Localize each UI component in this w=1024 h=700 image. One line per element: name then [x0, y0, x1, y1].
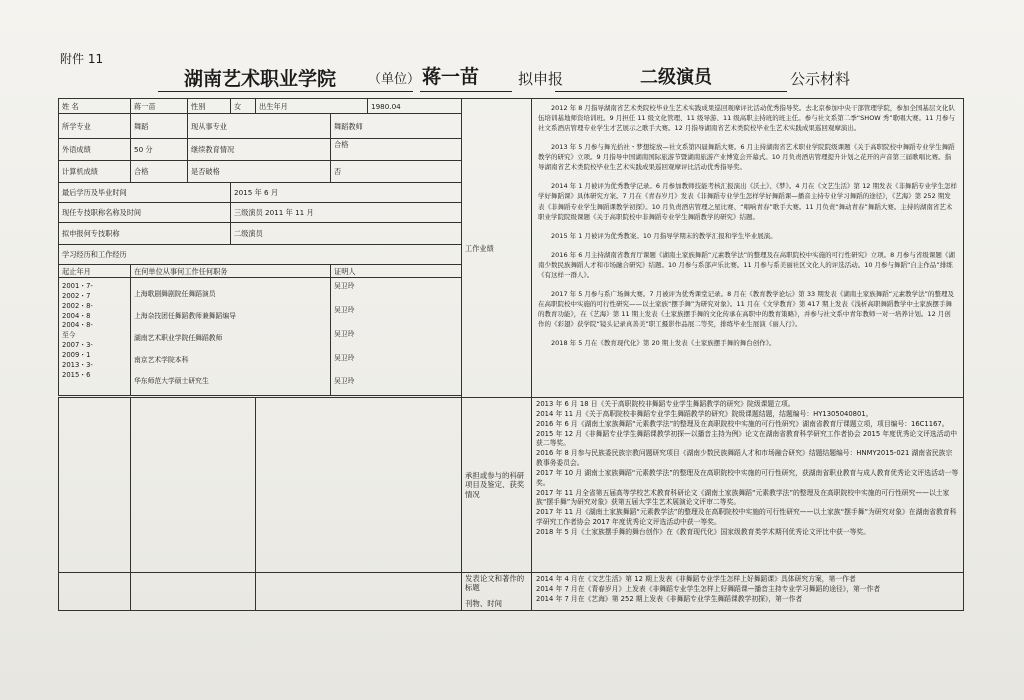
history-header-witness: 证明人 [331, 265, 462, 278]
current-major-value: 舞蹈教师 [331, 114, 462, 139]
history-unit-item: 华东师范大学硕士研究生 [134, 377, 209, 386]
research-item: 2014 年 11 月《关于高职院校非舞蹈专业学生舞蹈教学的研究》院级课题结题，结题编号：HY1305040801。 [536, 409, 873, 418]
research-item: 2018 年 5 月《土家族摆手舞的舞台创作》在《教育现代化》国家级教育类学术期刊优秀论文评比中获一等奖。 [536, 527, 870, 536]
major-label: 所学专业 [59, 114, 131, 139]
history-label: 学习经历和工作经历 [59, 245, 462, 265]
name-value: 蒋一苗 [131, 99, 188, 114]
break-value: 否 [331, 161, 462, 183]
work-paragraph: 2018 年 5 月在《教育现代化》第 20 期上发表《土家族摆手舞的舞台创作》。 [551, 339, 776, 348]
foreign-value: 50 分 [131, 139, 188, 161]
history-dates: 2001・7- 2002・7 2002・8- 2004・8 2004・8- 至今 2007・3- 2009・1 2013・3- 2015・6 [59, 278, 131, 396]
work-paragraph: 2017 年 5 月参与系广场舞大赛。7 月被评为优秀课堂记录。8 月在《教育教学论坛》第 33 期发表《湖南土家族舞蹈“元素教学法”的整理及在高职院校中实施的可行性研究——以土家族“摆手舞”为研究对象》。11 月在《文学教育》第 417 期上发表《浅析高职舞蹈教学中土家族摆手舞的教育功能》，在《艺海》第 11 期上发表《土家族摆手舞的文化传承在高职中的教育策略》，并参与社文系中青年教师一对一培养计划。12 月创作的《彩翅》获学院“镜头记录真善美”职工摄影作品展二等奖，排练毕业生展演《丽人行》。 [538, 289, 954, 329]
apply-title-label: 拟申报何专技职称 [59, 223, 231, 245]
history-witness-item: 吴卫玲 [334, 305, 355, 314]
papers-list [532, 573, 964, 611]
research-item: 2017 年 11 月全省第五届高等学校艺术教育科研论文《湖南土家族舞蹈“元素教学法”的整理及在高职院校中实施的可行性研究——以土家族“摆手舞”为研究对象》获第五届大学生艺术展演论文评审二等奖。 [536, 488, 950, 507]
heading-apply: 拟申报 [518, 70, 564, 88]
research-item: 2016 年 6 月《湖南土家族舞蹈“元素教学法”的整理及在高职院校中实施的可行性研究》湖南省教育厅课题立项，项目编号：16C1167。 [536, 419, 949, 428]
current-major-label: 现从事专业 [188, 114, 331, 139]
research-item: 2017 年 10 月 湖南土家族舞蹈“元素教学法”的整理及在高职院校中实施的可行性研究，获湖南省职业教育与成人教育优秀论文评选活动一等奖。 [536, 468, 959, 487]
history-header-period: 起止年月 [59, 265, 131, 278]
computer-value: 合格 [131, 161, 188, 183]
history-units [131, 278, 331, 396]
paper-item: 2014 年 7 月在《艺海》第 252 期上发表《非舞蹈专业学生舞蹈课教学初探》，第一作者 [536, 594, 803, 603]
work-achievements [532, 99, 964, 398]
papers-label-title: 发表论文和著作的标题 [465, 574, 525, 593]
name-label: 姓 名 [59, 99, 131, 114]
gender-label: 性别 [188, 99, 231, 114]
papers-label [462, 573, 532, 611]
heading-title: 二级演员 [640, 67, 712, 88]
research-item: 2016 年 8 月参与民族委民族宗教问题研究项目《湖南少数民族舞蹈人才和市场融合研究》结题结题编号：HNMY2015-021 湖南省民族宗教事务委员会。 [536, 449, 953, 468]
blank-cell [131, 398, 256, 573]
current-title-value: 三级演员 2011 年 11 月 [231, 203, 462, 223]
research-item: 2017 年 11 月《湖南土家族舞蹈“元素教学法”的整理及在高职院校中实施的可行性研究——以土家族“摆手舞”为研究对象》在湖南省教育科学研究工作者协会 2017 年度优秀论文评选活动中获一等奖。 [536, 508, 957, 527]
blank-cell [256, 398, 462, 573]
work-paragraph: 2015 年 1 月被评为优秀教案。10 月指导学期末的教学汇报和学生毕业展演。 [551, 231, 777, 240]
computer-label: 计算机成绩 [59, 161, 131, 183]
history-unit-item: 上海歌剧舞剧院任舞蹈演员 [134, 290, 216, 298]
work-paragraph: 2014 年 1 月被评为优秀教学记录。6 月参加教师技能考核汇报演出《沃土》、《梦》。4 月在《文艺生活》第 12 期发表《非舞蹈专业学生怎样学好舞蹈课》具体研究方案。7 月在《青春岁月》发表《非舞蹈专业学生怎样学好舞蹈课—播音主持专业学习舞蹈的途径》，《艺海》第 252 期发表《非舞蹈专业学生舞蹈课教学初探》。10 月负责酒店管理之星比赛、“唱响青春”歌手大赛。11 月负责“舞动青春”舞蹈大赛。主持的湖南省艺术职业学院院级课题《关于高职院校中非舞蹈专业学生舞蹈教学的研究》结题。 [538, 182, 957, 221]
publicity-table [58, 98, 964, 611]
birth-value: 1980.04 [368, 99, 462, 114]
paper-item: 2014 年 4 月在《文艺生活》第 12 期上发表《非舞蹈专业学生怎样上好舞蹈课》具体研究方案，第一作者 [536, 575, 856, 583]
blank-cell [131, 573, 256, 611]
birth-label: 出生年月 [256, 99, 368, 114]
current-title-label: 现任专技职称名称及时间 [59, 203, 231, 223]
edu-value: 2015 年 6 月 [231, 183, 462, 203]
heading-publicity: 公示材料 [790, 70, 851, 88]
heading-unit: （单位） [368, 72, 421, 87]
gender-value: 女 [231, 99, 256, 114]
history-unit-item: 南京艺术学院本科 [134, 355, 189, 364]
research-item: 2015 年 12 月《非舞蹈专业学生舞蹈课教学初探—以播音主持为例》论文在湖南省教育科学研究工作者协会 2015 年度优秀论文评选活动中获二等奖。 [536, 429, 958, 448]
history-witness-item: 吴卫玲 [334, 353, 355, 362]
break-label: 是否破格 [188, 161, 331, 183]
history-witness-item: 吴卫玲 [334, 329, 355, 338]
history-witnesses [331, 278, 462, 396]
history-unit-item: 上海杂技团任舞蹈教师兼舞蹈编导 [134, 311, 236, 320]
heading-org: 湖南艺术职业学院 [184, 68, 337, 90]
history-header-unit: 在何单位从事何工作任何职务 [131, 265, 331, 278]
work-label: 工作业绩 [462, 99, 532, 398]
research-list [532, 398, 964, 573]
document-heading [150, 62, 910, 92]
heading-underline [555, 91, 787, 92]
heading-name: 蒋一苗 [422, 66, 480, 88]
blank-cell [59, 398, 131, 573]
continuing-value: 合格 [331, 139, 462, 161]
work-paragraph: 2013 年 5 月参与舞光拾社・梦想绽放—社文系第四届舞蹈大赛。6 月主持湖南省艺术职业学院院级课题《关于高职院校中舞蹈专业学生舞蹈教学的研究》立项。9 月指导中国湖南国际旅游节暨湖南旅游产业博览会开幕式。10 月负责酒店管理提升计划之花开的声音第三届歌唱比赛。指导湖南省艺术类院校毕业生艺术实践成果巡回观摩评比活动优秀指导奖。 [538, 143, 955, 172]
apply-title-value: 二级演员 [231, 223, 462, 245]
work-paragraph: 2012 年 8 月指导湖南省艺术类院校毕业生艺术实践成果巡回观摩评比活动优秀指导奖。去北京参加中央干部管理学院，参加全国基层文化队伍培训基地师资培训班。9 月担任 11 级文化管理、11 级导游、11 级高职主持班的班主任。参与社文系第二季“SHOW 秀”歌唱大赛。11 月参与社文系酒店管理专业学生才艺展示之歌手大赛。12 月指导湖南省艺术类院校毕业生艺术实践成果巡回观摩演出。 [538, 104, 956, 133]
major-value: 舞蹈 [131, 114, 188, 139]
foreign-label: 外语成绩 [59, 139, 131, 161]
continuing-label: 继续教育情况 [188, 139, 331, 161]
blank-cell [256, 573, 462, 611]
heading-underline [158, 91, 413, 92]
attachment-number: 附件 11 [60, 52, 104, 66]
work-paragraph: 2016 年 6 月主持湖南省教育厅课题《湖南土家族舞蹈“元素教学法”的整理及在高职院校中实施的可行性研究》立项。8 月参与省级课题《湖南少数民族舞蹈人才和市场融合研究》结题。10 月参与系部声乐比赛。11 月参与系美丽社区文化人的评选活动。10 月参与舞蹈“自主作品”排练《有这样一群人》。 [538, 250, 955, 279]
edu-label: 最后学历及毕业时间 [59, 183, 231, 203]
paper-item: 2014 年 7 月在《青春岁月》上发表《非舞蹈专业学生怎样上好舞蹈课—播音主持专业学习舞蹈的途径》，第一作者 [536, 584, 881, 593]
heading-underline [420, 91, 512, 92]
blank-cell [59, 573, 131, 611]
history-unit-item: 湖南艺术职业学院任舞蹈教师 [134, 333, 223, 342]
history-witness-item: 吴卫玲 [334, 377, 355, 386]
papers-label-journal: 刊物、时间 [465, 598, 502, 608]
research-label: 承担或参与的科研项目及鉴定、获奖情况 [462, 398, 532, 573]
history-witness-item: 吴卫玲 [334, 282, 355, 290]
research-item: 2013 年 6 月 18 日《关于高职院校非舞蹈专业学生舞蹈教学的研究》院级课题立项。 [536, 400, 795, 408]
